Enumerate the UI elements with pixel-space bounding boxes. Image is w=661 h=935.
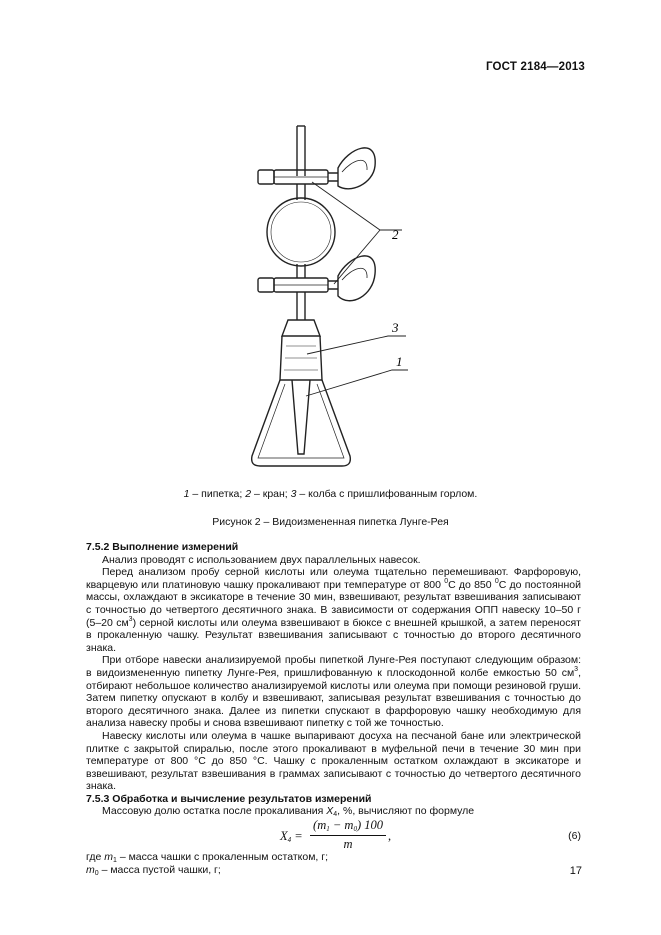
formula-6: $X_4$ = $(m_1 - m_0)$ 100 m , (6) [280,818,581,852]
upper-stopcock-plug [258,170,274,184]
pipette-bulb [267,198,335,266]
paragraph-1: Анализ проводят с использованием двух параллельных навесок. [102,553,421,566]
figure-callout-2: 2 [392,227,399,242]
section-7-5-2-title: 7.5.2 Выполнение измерений [86,541,239,553]
lunge-rey-pipette-drawing [230,118,450,480]
section-7-5-3-title: 7.5.3 Обработка и вычисление результатов измерений [86,792,372,805]
paragraph-3: При отборе навески анализируемой пробы пипеткой Лунге-Рея поступают следующим образом: в видоизмененную пипетку Лунге-Рея, пришлифованную к плоскодонной колбе емкостью 50 $см^3$, отбирают небольшое количество анализируемой кислоты или олеума при помощи резиновой груши. Затем пипетку опускают в колбу и взвешивают, записывая результат взвешивания с точностью до второго десятичного знака. Далее из пипетки спускают в фарфоровую чашку необходимую для анализа навеску пробы и снова взвешивают пипетку с той же точностью. [86,654,581,730]
formula-intro: Массовую долю остатка после прокаливания $X_4$, %, вычисляют по формуле [102,805,475,819]
formula-number: (6) [568,830,581,843]
ground-glass-joint [282,320,320,336]
formula-numerator: $(m_1 - m_0)$ 100 [313,818,383,834]
conical-flask [252,380,351,466]
figure-caption: Рисунок 2 – Видоизмененная пипетка Лунге-Рея [212,516,449,528]
document-body [86,541,581,876]
figure-legend: 1 – пипетка; 2 – кран; 3 – колба с пришлифованным горлом. [183,488,478,500]
upper-stopcock-handle [338,148,375,189]
document-header: ГОСТ 2184—2013 [485,61,585,73]
paragraph-4: Навеску кислоты или олеума в чашке выпаривают досуха на песчаной бане или электрической плитке с закрытой спиралью, после этого прокаливают в муфельной печи в течение 30 мин при температуре от 800 °С до 850 °С. Чашку с прокаленным остатком охлаждают в эксикаторе и взвешивают, результат взвешивания в граммах записывают с точностью до четвертого десятичного знака. [86,729,581,793]
fraction-bar [310,835,386,836]
figure-callout-1: 1 [396,354,403,369]
paragraph-2: Перед анализом пробу серной кислоты или олеума тщательно перемешивают. Фарфоровую, кварцевую или платиновую чашку прокаливают при температуре от 800 $^0$С до 850 $^0$С до постоянной массы, охлаждают в эксикаторе в течение 30 мин, взвешивают, результат взвешивания записывают с точностью до четвертого десятичного знака. В зависимости от содержания ОПП навеску 10–50 г (5–20 $см^3$) серной кислоты или олеума взвешивают в бюксе с внешней крышкой, а затем переносят в прокаленную чашку. Результат взвешивания записывают с точностью до второго десятичного знака. [86,566,581,654]
lower-stopcock-plug [258,278,274,292]
pipette-figure [230,118,450,480]
where-line-1: где $m_1$ – масса чашки с прокаленным остатком, г; [86,851,328,865]
where-line-2: $m_0$ – масса пустой чашки, г; [86,863,221,877]
callout-2-leader [312,182,402,230]
callout-3-leader [307,336,406,354]
formula-denominator: m [343,837,353,852]
page-number: 17 [569,865,582,877]
pipette-tip [292,380,310,454]
figure-callout-3: 3 [392,320,399,335]
